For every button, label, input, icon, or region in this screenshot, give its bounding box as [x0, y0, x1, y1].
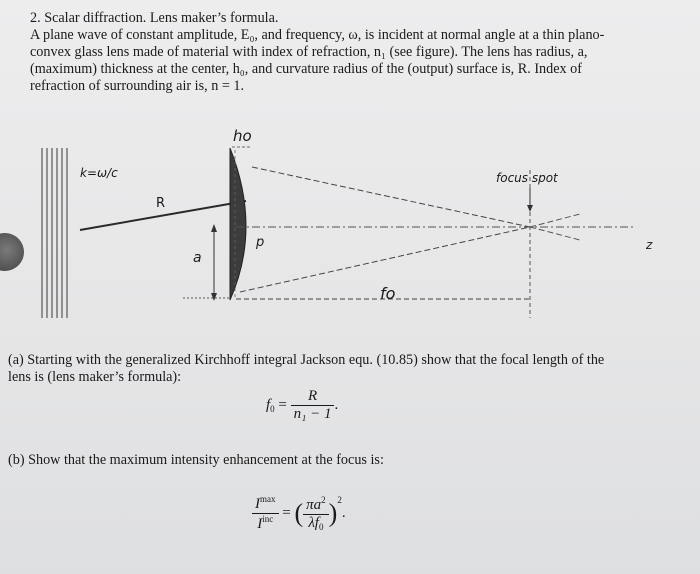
problem-line-2: convex glass lens made of material with index of refraction, n₁ (see figure). The lens has radius, a, [30, 44, 588, 60]
eq-period-b: . [341, 504, 346, 521]
label-radius: R [156, 196, 166, 211]
part-b [8, 452, 698, 469]
problem-header: 2. Scalar diffraction. Lens maker’s formula. [30, 10, 279, 26]
lambda-f-denominator: $\lambda f_0$ [308, 515, 324, 532]
eq-fraction [291, 388, 335, 423]
wavefront-lines [42, 148, 67, 318]
pi-a-over-lambda-f [303, 495, 329, 532]
lower-ray [240, 227, 530, 292]
right-paren: ) [328, 498, 338, 528]
problem-line-4: refraction of surrounding air is, n = 1. [30, 78, 245, 94]
label-p: p [256, 235, 265, 250]
intensity-ratio [252, 494, 279, 533]
eq-numerator: R [291, 388, 335, 406]
eq-period: . [334, 396, 339, 413]
left-paren: ( [294, 498, 304, 528]
intensity-equation [252, 494, 346, 533]
plano-convex-lens [230, 148, 246, 300]
label-focus-spot: focus spot [496, 171, 558, 185]
eq-equals-b: = [282, 504, 291, 521]
label-z: z [646, 238, 653, 252]
problem-line-1: A plane wave of constant amplitude, E₀, and frequency, ω, is incident at normal angle at a thin plano- [30, 27, 605, 43]
pi-a-numerator: $\pi a^2$ [303, 495, 329, 515]
part-b-line: (b) Show that the maximum intensity enhancement at the focus is: [8, 452, 384, 468]
problem-line-3: (maximum) thickness at the center, h₀, and curvature radius of the (output) surface is, R. Index of [30, 61, 582, 77]
eq-f-sub: 0 [270, 403, 275, 414]
eq-denominator: n₁ − 1 [293, 406, 332, 422]
intensity-numerator: $I^{max}$ [252, 494, 279, 514]
label-wavevector: k=ω/c [80, 166, 118, 180]
intensity-denominator: $I^{inc}$ [257, 514, 274, 532]
focal-length-equation [266, 388, 338, 423]
part-a [8, 352, 698, 386]
outer-exponent: 2 [337, 494, 342, 505]
upper-ray [252, 167, 530, 227]
eq-equals: = [278, 396, 287, 413]
part-a-line-1: (a) Starting with the generalized Kirchhoff integral Jackson equ. (10.85) show that the focal length of the [8, 352, 605, 368]
label-aperture: a [193, 250, 202, 266]
label-h0: ho [233, 127, 252, 145]
eq-f: f [266, 396, 271, 413]
label-f0: fo [380, 284, 396, 303]
part-a-line-2: lens is (lens maker’s formula): [8, 369, 182, 385]
